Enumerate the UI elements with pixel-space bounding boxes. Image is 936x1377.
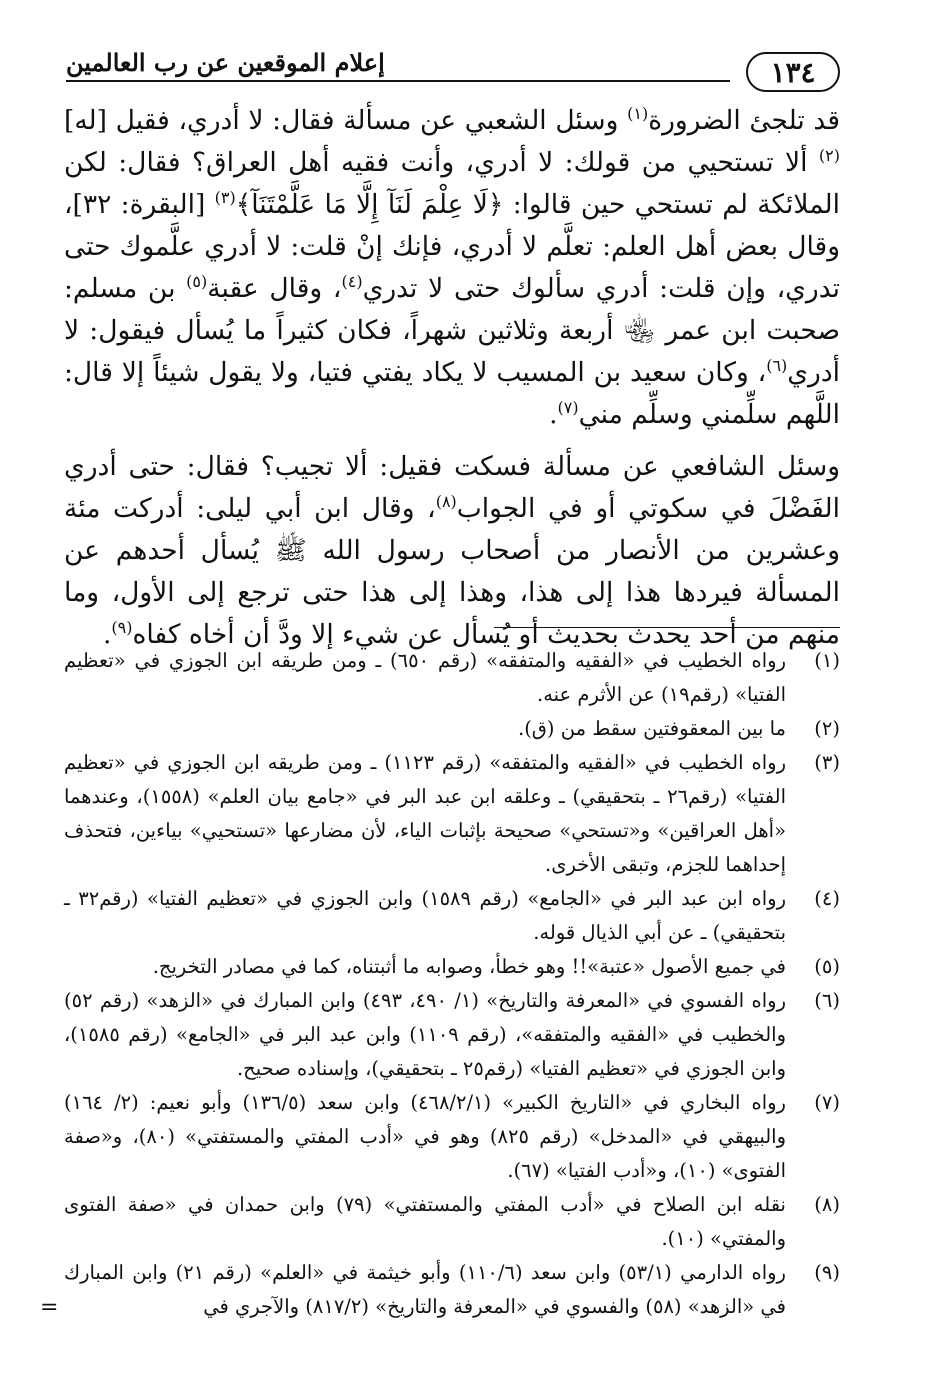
footnote-item [64,984,840,1086]
footnote-ref: (٩) [111,618,133,638]
footnote-ref: (٤) [341,272,363,292]
footnote-item [64,882,840,950]
footnote-text: رواه الفسوي في «المعرفة والتاريخ» (١/ ٤٩٠، ٤٩٣) وابن المبارك في «الزهد» (رقم ٥٢) والخطيب في «الفقيه والمتفقه»، (رقم ١١٠٩) وابن عبد البر في «الجامع» (رقم ١٥٨٥)، وابن الجوزي في «تعظيم الفتيا» (رقم٢٥ ـ بتحقيقي)، وإسناده صحيح. [64,989,786,1080]
text-run: بن مسلم: صحبت ابن عمر ﵄ أربعة وثلاثين شهراً، فكان كثيراً ما يُسأل فيقول: لا أدري [64,273,840,388]
continuation-mark: = [40,1295,59,1320]
footnote-ref: (٧) [557,398,579,418]
footnotes [64,644,840,1324]
footnote-text: رواه الخطيب في «الفقيه والمتفقه» (رقم ٦٥٠) ـ ومن طريقه ابن الجوزي في «تعظيم الفتيا» (رقم١٩) عن الأثرم عنه. [64,649,787,706]
text-run: . [102,619,112,650]
footnote-text: رواه البخاري في «التاريخ الكبير» (٤٦٨/٢/١) وابن سعد (١٣٦/٥) وأبو نعيم: (٢/ ١٦٤) والبيهقي في «المدخل» (رقم ٨٢٥) وهو في «أدب المفتي والمستفتي» (٨٠)، و«صفة الفتوى» (١٠)، و«أدب الفتيا» (٦٧). [64,1091,786,1182]
text-run: ، وقال عقبة [207,273,342,304]
footnote-number: (٧) [814,1091,840,1114]
footnote-separator [494,627,840,628]
footnote-text: ما بين المعقوفتين سقط من (ق). [518,717,786,740]
text-run: وسئل الشافعي عن مسألة فسكت فقيل: ألا تجيب؟ فقال: حتى أدري الفَضْلَ في سكوتي أو في الجواب [64,451,840,524]
footnote-number: (٦) [814,989,840,1012]
header-rule [66,80,730,82]
footnote-item [64,950,840,984]
paragraph-1 [64,100,840,436]
main-text [64,100,840,656]
footnote-item [64,1256,840,1324]
footnote-text: في جميع الأصول «عتبة»!! وهو خطأ، وصوابه ما أثبتناه، كما في مصادر التخريج. [152,955,786,978]
footnote-number: (٩) [814,1261,840,1284]
footnote-ref: (١) [627,104,649,124]
footnote-number: (٣) [814,751,840,774]
footnote-text: رواه الدارمي (٥٣/١) وابن سعد (١١٠/٦) وأبو خيثمة في «العلم» (رقم ٢١) وابن المبارك في «الزهد» (٥٨) والفسوي في «المعرفة والتاريخ» (٨١٧/٢) والآجري في [64,1261,786,1318]
text-run: وسئل الشعبي عن مسألة فقال: لا أدري، فقيل [له] [64,105,628,136]
footnote-number: (٥) [814,955,840,978]
footnote-ref: (٨) [435,492,457,512]
footnote-item [64,1188,840,1256]
text-run: . [549,399,558,430]
text-run: ألا تستحيي من قولك: لا أدري، وأنت فقيه أهل العراق؟ فقال: لكن الملائكة لم تستحي حين قالوا: ﴿لَا عِلْمَ لَنَآ إِلَّا مَا عَلَّمْتَنَآ﴾ [64,147,840,220]
text-run: [البقرة: ٣٢]، وقال بعض أهل العلم: تعلَّم لا أدري، فإنك إنْ قلت: لا أدري علَّموك حتى تدري، وإن قلت: أدري سألوك حتى لا تدري [64,189,840,304]
footnote-ref: (٦) [766,356,788,376]
footnote-number: (٨) [814,1193,840,1216]
footnote-text: رواه الخطيب في «الفقيه والمتفقه» (رقم ١١٢٣) ـ ومن طريقه ابن الجوزي في «تعظيم الفتيا» (رقم٢٦ ـ بتحقيقي) ـ وعلقه ابن عبد البر في «جامع بيان العلم» (١٥٥٨)، وعندهما «أهل العراقين» و«تستحي» صحيحة بإثبات الياء، لأن مضارعها «تستحيي» بياءين، فتحذف إحداهما للجزم، وتبقى الأخرى. [64,751,787,876]
book-title: إعلام الموقعين عن رب العالمين [66,48,385,77]
text-run: ، وكان سعيد بن المسيب لا يكاد يفتي فتيا، ولا يقول شيئاً إلا قال: اللَّهم سلِّمني وسلِّم مني [64,357,840,430]
page-header [66,42,840,89]
footnote-item [64,644,840,712]
text-run: ، وقال ابن أبي ليلى: أدركت مئة وعشرين من الأنصار من أصحاب رسول الله ﷺ يُسأل أحدهم عن المسألة فيردها هذا إلى هذا، وهذا إلى هذا حتى ترجع إلى الأول، وما منهم من أحد يحدث بحديث أو يُسأل عن شيء إلا ودَّ أن أخاه كفاه [64,493,840,650]
footnote-ref: (٢) [818,146,840,166]
page-number: ١٣٤ [746,52,840,92]
footnote-item [64,1086,840,1188]
footnote-ref: (٥) [186,272,208,292]
footnote-text: رواه ابن عبد البر في «الجامع» (رقم ١٥٨٩) وابن الجوزي في «تعظيم الفتيا» (رقم٣٢ ـ بتحقيقي) ـ عن أبي الذيال قوله. [64,887,786,944]
footnote-item [64,712,840,746]
footnote-item [64,746,840,882]
text-run: قد تلجئ الضرورة [648,105,840,136]
footnote-ref: (٣) [214,188,236,208]
footnote-number: (٤) [814,887,840,910]
footnote-number: (٢) [814,717,840,740]
footnote-text: نقله ابن الصلاح في «أدب المفتي والمستفتي» (٧٩) وابن حمدان في «صفة الفتوى والمفتي» (١٠). [64,1193,786,1250]
footnote-number: (١) [814,649,840,672]
paragraph-2 [64,446,840,656]
